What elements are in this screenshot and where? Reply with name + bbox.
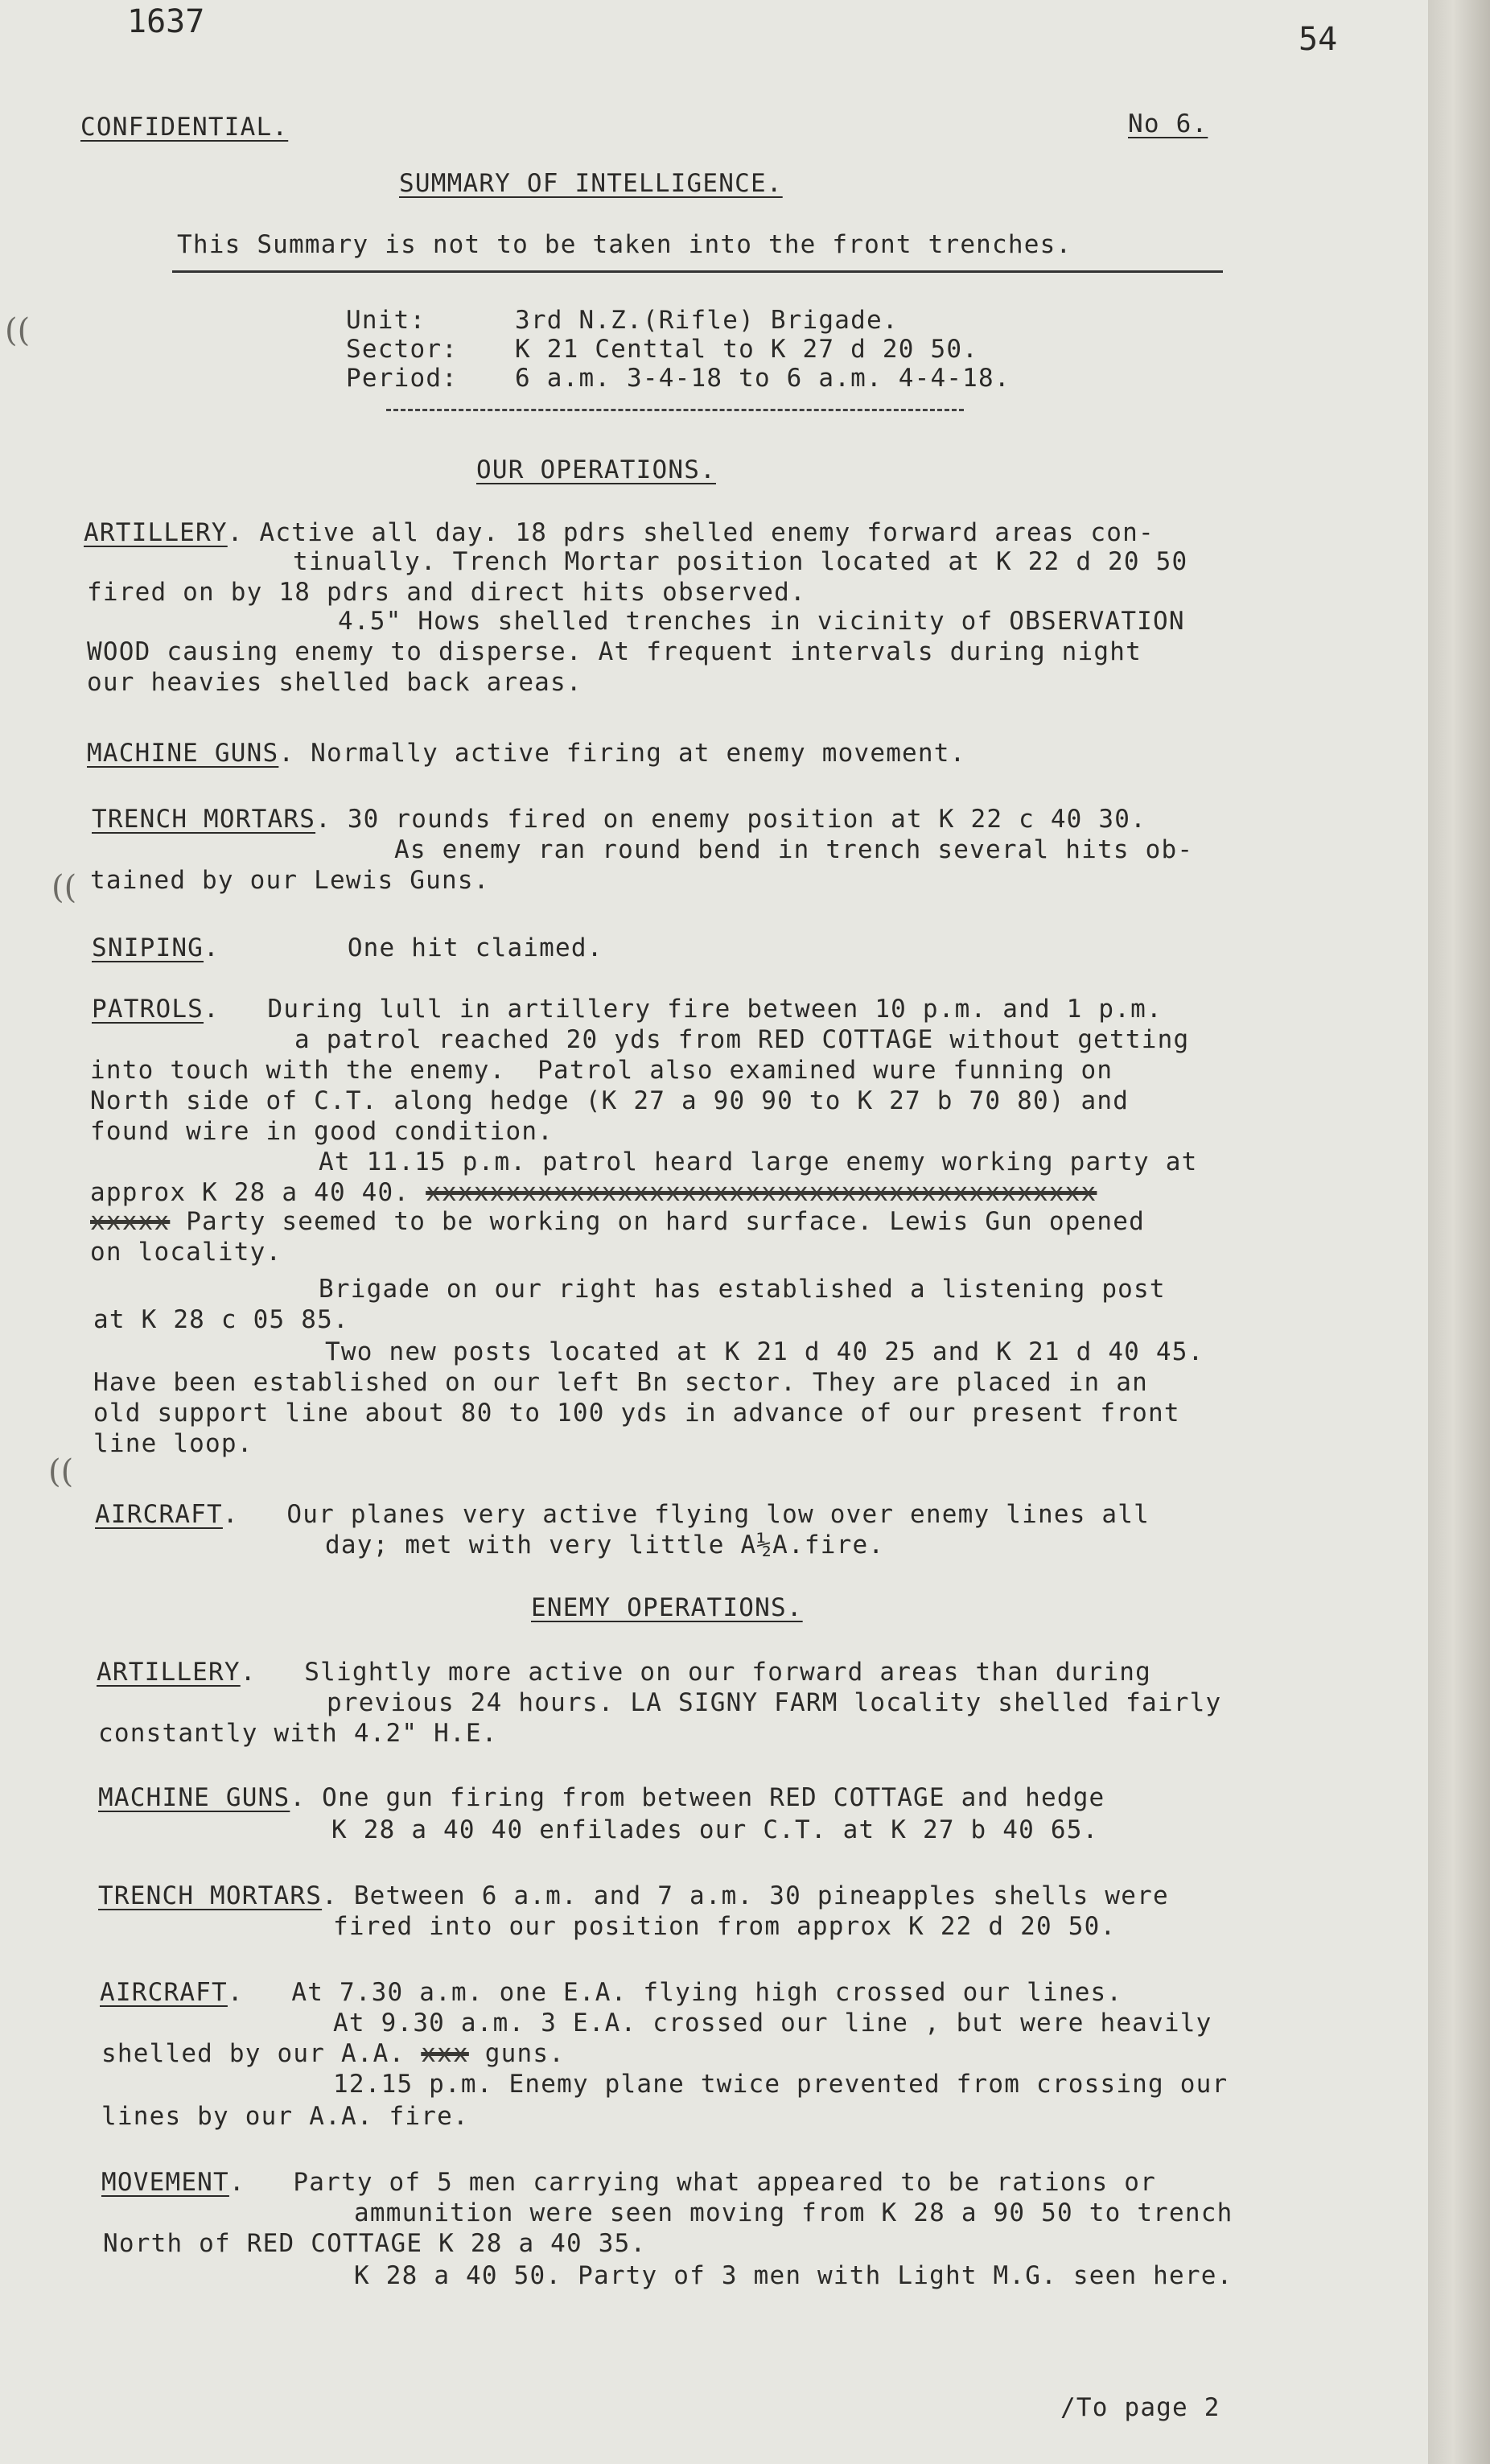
enemy-trench-mortars-label: TRENCH MORTARS bbox=[98, 1881, 323, 1910]
patrols-line-3: into touch with the enemy. Patrol also examined wure funning on bbox=[90, 1056, 1113, 1085]
enemy-aircraft-line-1: AIRCRAFT. At 7.30 a.m. one E.A. flying high crossed our lines. bbox=[100, 1978, 1123, 2007]
patrols-line-10: Brigade on our right has established a listening post bbox=[319, 1275, 1166, 1304]
patrols-line-4: North side of C.T. along hedge (K 27 a 90 90 to K 27 b 70 80) and bbox=[90, 1086, 1130, 1115]
page-number-left: 1637 bbox=[127, 3, 205, 40]
enemy-machine-guns-line-2: K 28 a 40 40 enfilades our C.T. at K 27 b 40 65. bbox=[331, 1815, 1099, 1844]
margin-mark-2: (( bbox=[51, 869, 77, 906]
our-artillery-line-2: tinually. Trench Mortar position located at K 22 d 20 50 bbox=[293, 547, 1188, 576]
notice-underline bbox=[172, 270, 1223, 273]
sniping-line-1: SNIPING. One hit claimed. bbox=[92, 933, 603, 962]
our-trench-mortars-line-1: TRENCH MORTARS. 30 rounds fired on enemy position at K 22 c 40 30. bbox=[92, 805, 1146, 834]
movement-line-1: MOVEMENT. Party of 5 men carrying what appeared to be rations or bbox=[101, 2168, 1157, 2197]
our-artillery-line-6: our heavies shelled back areas. bbox=[87, 668, 582, 697]
enemy-machine-guns-line-1: MACHINE GUNS. One gun firing from between RED COTTAGE and hedge bbox=[98, 1783, 1105, 1812]
enemy-artillery-line-2: previous 24 hours. LA SIGNY FARM locality shelled fairly bbox=[327, 1688, 1222, 1717]
struck-out-text-2: xxxxx bbox=[90, 1207, 171, 1236]
enemy-artillery-line-1: ARTILLERY. Slightly more active on our forward areas than during bbox=[97, 1658, 1152, 1687]
enemy-trench-mortars-line-2: fired into our position from approx K 22 d 20 50. bbox=[333, 1912, 1117, 1941]
patrols-line-14: old support line about 80 to 100 yds in advance of our present front bbox=[93, 1399, 1180, 1428]
sector-value: K 21 Centtal to K 27 d 20 50. bbox=[515, 335, 979, 364]
patrols-line-15: line loop. bbox=[93, 1429, 253, 1458]
enemy-artillery-line-3: constantly with 4.2" H.E. bbox=[98, 1719, 498, 1748]
patrols-line-11: at K 28 c 05 85. bbox=[93, 1305, 349, 1334]
period-label: Period: bbox=[346, 364, 459, 393]
enemy-aircraft-line-2: At 9.30 a.m. 3 E.A. crossed our line , but were heavily bbox=[333, 2009, 1212, 2038]
movement-label: MOVEMENT bbox=[101, 2168, 229, 2197]
section-divider bbox=[386, 409, 964, 411]
our-operations-heading: OUR OPERATIONS. bbox=[476, 455, 716, 484]
confidential-label: CONFIDENTIAL. bbox=[80, 113, 289, 142]
page-number-right: 54 bbox=[1299, 21, 1338, 58]
movement-line-2: ammunition were seen moving from K 28 a 90 50 to trench bbox=[354, 2198, 1233, 2227]
our-machine-guns-label: MACHINE GUNS bbox=[87, 739, 279, 768]
our-trench-mortars-line-2: As enemy ran round bend in trench several hits ob- bbox=[394, 835, 1194, 864]
enemy-operations-heading: ENEMY OPERATIONS. bbox=[531, 1593, 803, 1622]
enemy-aircraft-line-4: 12.15 p.m. Enemy plane twice prevented from crossing our bbox=[333, 2070, 1229, 2099]
unit-label: Unit: bbox=[346, 306, 426, 335]
enemy-aircraft-line-5: lines by our A.A. fire. bbox=[101, 2102, 469, 2131]
enemy-trench-mortars-line-1: TRENCH MORTARS. Between 6 a.m. and 7 a.m. 30 pineapples shells were bbox=[98, 1881, 1169, 1910]
patrols-line-2: a patrol reached 20 yds from RED COTTAGE without getting bbox=[294, 1025, 1190, 1054]
struck-out-text-3: xxx bbox=[421, 2039, 469, 2068]
patrols-line-12: Two new posts located at K 21 d 40 25 and K 21 d 40 45. bbox=[325, 1337, 1204, 1366]
our-artillery-line-3: fired on by 18 pdrs and direct hits observed. bbox=[87, 578, 806, 607]
patrols-line-9: on locality. bbox=[90, 1238, 282, 1267]
sniping-label: SNIPING bbox=[92, 933, 204, 962]
margin-mark-3: (( bbox=[48, 1453, 74, 1490]
our-artillery-line-5: WOOD causing enemy to disperse. At frequent intervals during night bbox=[87, 637, 1142, 666]
period-value: 6 a.m. 3-4-18 to 6 a.m. 4-4-18. bbox=[515, 364, 1010, 393]
movement-line-3: North of RED COTTAGE K 28 a 40 35. bbox=[103, 2229, 647, 2258]
movement-line-4: K 28 a 40 50. Party of 3 men with Light M.G. seen here. bbox=[354, 2261, 1233, 2290]
our-machine-guns-line-1: MACHINE GUNS. Normally active firing at enemy movement. bbox=[87, 739, 966, 768]
struck-out-text: xxxxxxxxxxxxxxxxxxxxxxxxxxxxxxxxxxxxxxxxxx bbox=[426, 1178, 1097, 1207]
patrols-label: PATROLS bbox=[92, 995, 204, 1024]
patrols-line-1: PATROLS. During lull in artillery fire between 10 p.m. and 1 p.m. bbox=[92, 995, 1163, 1024]
patrols-line-13: Have been established on our left Bn sector. They are placed in an bbox=[93, 1368, 1148, 1397]
enemy-aircraft-line-3: shelled by our A.A. xxx guns. bbox=[101, 2039, 566, 2068]
enemy-aircraft-label: AIRCRAFT bbox=[100, 1978, 228, 2007]
enemy-artillery-label: ARTILLERY bbox=[97, 1658, 241, 1687]
our-artillery-line-4: 4.5" Hows shelled trenches in vicinity of OBSERVATION bbox=[338, 607, 1185, 636]
summary-number: No 6. bbox=[1128, 109, 1208, 138]
sector-label: Sector: bbox=[346, 335, 459, 364]
our-aircraft-line-1: AIRCRAFT. Our planes very active flying low over enemy lines all bbox=[95, 1500, 1150, 1529]
continued-on-page-2: /To page 2 bbox=[1060, 2393, 1220, 2422]
patrols-line-5: found wire in good condition. bbox=[90, 1117, 554, 1146]
our-artillery-label: ARTILLERY bbox=[84, 518, 228, 547]
enemy-machine-guns-label: MACHINE GUNS bbox=[98, 1783, 290, 1812]
our-aircraft-label: AIRCRAFT bbox=[95, 1500, 223, 1529]
patrols-line-7: approx K 28 a 40 40. xxxxxxxxxxxxxxxxxxxxxxxxxxxxxxxxxxxxxxxxxx bbox=[90, 1178, 1097, 1207]
document-title: SUMMARY OF INTELLIGENCE. bbox=[399, 169, 783, 198]
underlying-page-edge bbox=[1428, 0, 1490, 2464]
margin-mark-1: (( bbox=[5, 312, 31, 349]
our-aircraft-line-2: day; met with very little A½A.fire. bbox=[325, 1531, 885, 1560]
our-trench-mortars-label: TRENCH MORTARS bbox=[92, 805, 316, 834]
patrols-line-8: xxxxx Party seemed to be working on hard surface. Lewis Gun opened bbox=[90, 1207, 1146, 1236]
patrols-line-6: At 11.15 p.m. patrol heard large enemy working party at bbox=[319, 1148, 1198, 1176]
our-trench-mortars-line-3: tained by our Lewis Guns. bbox=[90, 866, 490, 895]
front-trenches-notice: This Summary is not to be taken into the front trenches. bbox=[177, 230, 1072, 259]
unit-value: 3rd N.Z.(Rifle) Brigade. bbox=[515, 306, 899, 335]
our-artillery-line-1: ARTILLERY. Active all day. 18 pdrs shelled enemy forward areas con- bbox=[84, 518, 1155, 547]
